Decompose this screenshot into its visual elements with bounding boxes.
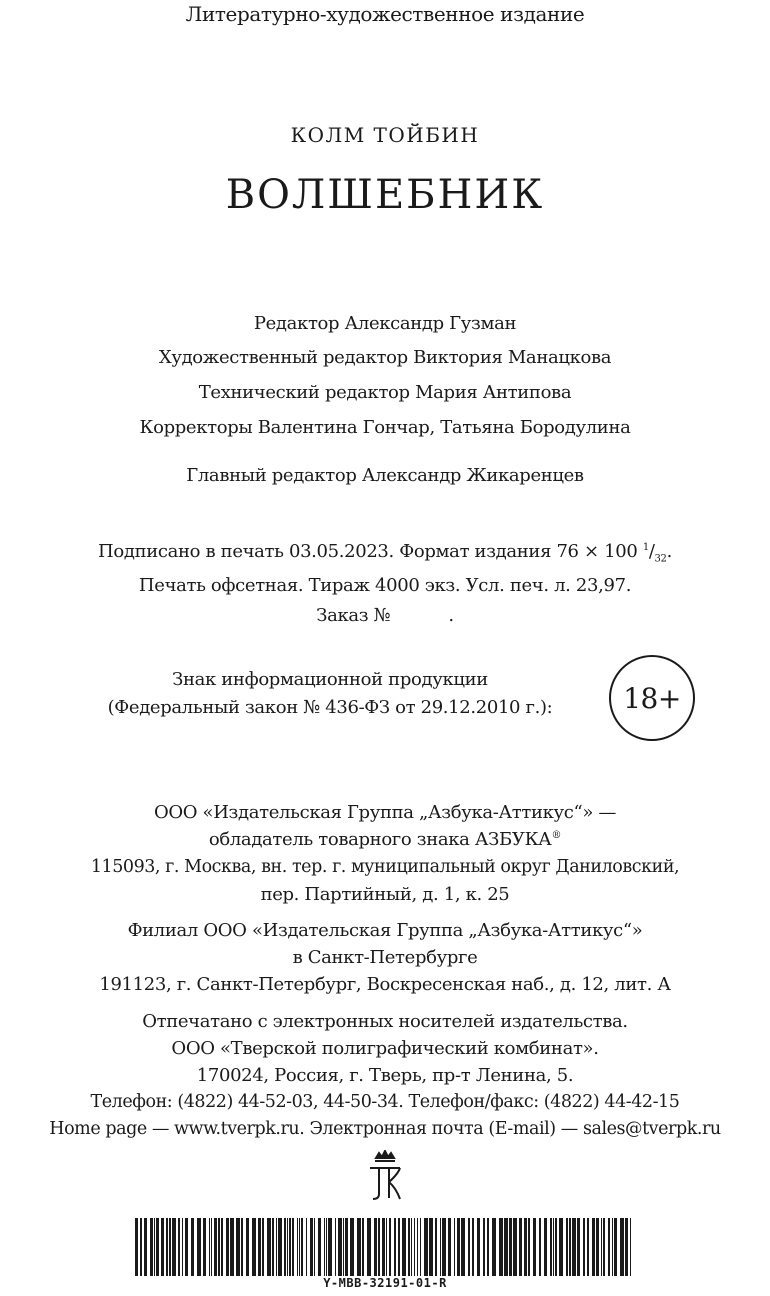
age-rating-badge: 18+ — [609, 655, 695, 741]
fraction-denominator: 32 — [654, 553, 667, 565]
barcode-bar-61 — [398, 1218, 400, 1276]
barcode-bar-42 — [314, 1218, 315, 1276]
barcode-bar-29 — [267, 1218, 271, 1276]
barcode-bar-75 — [457, 1218, 460, 1276]
barcode-bar-14 — [197, 1218, 201, 1276]
barcode-bar-69 — [429, 1218, 433, 1276]
publisher-line-3: 115093, г. Москва, вн. тер. г. муниципальный округ Даниловский, — [90, 857, 680, 877]
barcode-bar-99 — [572, 1218, 576, 1276]
barcode-bar-77 — [468, 1218, 470, 1276]
barcode-bar-27 — [258, 1218, 261, 1276]
barcode-bar-35 — [289, 1218, 291, 1276]
branch-line-3: 191123, г. Санкт-Петербург, Воскресенская наб., д. 12, лит. А — [99, 974, 671, 995]
barcode-bar-93 — [550, 1218, 552, 1276]
publisher-line-2 — [0, 831, 770, 849]
barcode-bar-37 — [297, 1218, 298, 1276]
book-title: ВОЛШЕБНИК — [225, 172, 545, 218]
barcode-bar-19 — [218, 1218, 220, 1276]
barcode-bar-52 — [357, 1218, 361, 1276]
barcode-bar-33 — [284, 1218, 286, 1276]
series-line: Литературно-художественное издание — [185, 2, 585, 26]
barcode-bar-102 — [587, 1218, 589, 1276]
barcode-bar-28 — [262, 1218, 264, 1276]
barcode-bar-57 — [382, 1218, 385, 1276]
print-line-end: . — [666, 541, 672, 562]
barcode-bar-80 — [483, 1218, 485, 1276]
barcode-bar-71 — [440, 1218, 441, 1276]
printer-line-2: ООО «Тверской полиграфический комбинат». — [171, 1038, 599, 1059]
barcode-bar-98 — [569, 1218, 571, 1276]
barcode-bar-108 — [612, 1218, 613, 1276]
barcode-bar-97 — [566, 1218, 568, 1276]
print-info-line-1 — [0, 543, 770, 565]
barcode-bar-66 — [417, 1218, 418, 1276]
barcode-bar-56 — [378, 1218, 380, 1276]
barcode-bar-90 — [533, 1218, 536, 1276]
barcode-bar-89 — [528, 1218, 530, 1276]
barcode-bar-49 — [343, 1218, 344, 1276]
credit-art-editor: Художественный редактор Виктория Манацкова — [158, 347, 612, 368]
print-info-line-2: Печать офсетная. Тираж 4000 экз. Усл. печ. л. 23,97. — [138, 575, 632, 596]
barcode-bar-22 — [230, 1218, 234, 1276]
barcode-bar-92 — [544, 1218, 547, 1276]
barcode-bar-38 — [299, 1218, 300, 1276]
barcode-bar-54 — [367, 1218, 371, 1276]
barcode-bar-67 — [420, 1218, 421, 1276]
barcode-bar-5 — [156, 1218, 159, 1276]
barcode-bar-41 — [310, 1218, 313, 1276]
barcode-bar-1 — [140, 1218, 142, 1276]
branch-line-2: в Санкт-Петербурге — [292, 947, 478, 968]
barcode-bar-103 — [592, 1218, 595, 1276]
barcode-bar-4 — [154, 1218, 155, 1276]
barcode-bar-76 — [461, 1218, 465, 1276]
barcode-bar-6 — [161, 1218, 164, 1276]
barcode-bar-83 — [499, 1218, 503, 1276]
order-end: . — [448, 605, 454, 626]
barcode-bar-96 — [559, 1218, 563, 1276]
format-fraction — [642, 541, 667, 565]
barcode-bar-21 — [226, 1218, 229, 1276]
barcode-bar-59 — [389, 1218, 391, 1276]
fraction-numerator: 1 — [642, 542, 649, 553]
rating-note-line-2: (Федеральный закон № 436-ФЗ от 29.12.2010 г.): — [107, 697, 553, 718]
barcode-bar-25 — [246, 1218, 249, 1276]
barcode-bar-23 — [236, 1218, 240, 1276]
barcode-bar-79 — [477, 1218, 480, 1276]
barcode-bar-82 — [492, 1218, 496, 1276]
barcode-bar-11 — [182, 1218, 183, 1276]
barcode-bar-105 — [601, 1218, 602, 1276]
publisher-line-4: пер. Партийный, д. 1, к. 25 — [260, 884, 510, 905]
barcode-bar-2 — [144, 1218, 147, 1276]
rating-note-line-1: Знак информационной продукции — [172, 669, 488, 690]
barcode-bar-95 — [555, 1218, 557, 1276]
barcode-bar-30 — [272, 1218, 274, 1276]
barcode-bar-74 — [454, 1218, 455, 1276]
barcode-bar-39 — [301, 1218, 303, 1276]
barcode-bar-55 — [374, 1218, 377, 1276]
printer-line-4: Телефон: (4822) 44-52-03, 44-50-34. Телефон/факс: (4822) 44-42-15 — [90, 1092, 680, 1112]
barcode-bar-104 — [596, 1218, 599, 1276]
barcode-bar-20 — [221, 1218, 223, 1276]
barcode-bar-45 — [326, 1218, 327, 1276]
barcode-bar-58 — [386, 1218, 387, 1276]
barcode-bar-16 — [209, 1218, 210, 1276]
chief-editor: Главный редактор Александр Жикаренцев — [186, 465, 584, 486]
barcode-bar-12 — [185, 1218, 188, 1276]
order-line — [0, 607, 770, 625]
barcode-bar-53 — [362, 1218, 364, 1276]
barcode-bar-34 — [287, 1218, 288, 1276]
barcode-bar-63 — [408, 1218, 410, 1276]
barcode-bar-70 — [435, 1218, 437, 1276]
barcode-bar-46 — [328, 1218, 332, 1276]
barcode-bar-100 — [577, 1218, 580, 1276]
barcode-bar-72 — [442, 1218, 446, 1276]
publisher-trademark-text: обладатель товарного знака АЗБУКА — [208, 829, 552, 850]
branch-line-1: Филиал ООО «Издательская Группа „Азбука-Аттикус“» — [127, 920, 643, 941]
barcode-bar-81 — [487, 1218, 489, 1276]
publisher-line-1: ООО «Издательская Группа „Азбука-Аттикус“» — — [153, 802, 617, 823]
credit-tech-editor: Технический редактор Мария Антипова — [198, 382, 572, 403]
barcode-bar-91 — [539, 1218, 541, 1276]
barcode-bar-47 — [335, 1218, 336, 1276]
barcode-bar-68 — [424, 1218, 428, 1276]
printer-line-1: Отпечатано с электронных носителей издательства. — [142, 1011, 628, 1032]
barcode-bar-101 — [583, 1218, 585, 1276]
barcode-bar-85 — [509, 1218, 512, 1276]
printer-line-5: Home page — www.tverpk.ru. Электронная почта (E-mail) — sales@tverpk.ru — [49, 1119, 721, 1139]
barcode-bar-36 — [292, 1218, 294, 1276]
barcode-bar-106 — [603, 1218, 605, 1276]
barcode-bar-50 — [345, 1218, 348, 1276]
barcode-bar-9 — [172, 1218, 176, 1276]
barcode-bar-88 — [524, 1218, 527, 1276]
credit-proofreaders: Корректоры Валентина Гончар, Татьяна Бородулина — [139, 417, 631, 438]
barcode-bar-32 — [278, 1218, 282, 1276]
barcode-bar-112 — [630, 1218, 631, 1276]
credit-editor: Редактор Александр Гузман — [253, 313, 517, 334]
barcode-bar-15 — [203, 1218, 206, 1276]
barcode-text: Y-MBB-32191-01-R — [323, 1276, 447, 1290]
barcode-bar-84 — [504, 1218, 508, 1276]
barcode-bar-3 — [150, 1218, 153, 1276]
barcode-bar-111 — [625, 1218, 628, 1276]
barcode-bar-110 — [620, 1218, 624, 1276]
barcode-bar-51 — [350, 1218, 354, 1276]
barcode-bar-65 — [414, 1218, 415, 1276]
barcode-bar-44 — [324, 1218, 325, 1276]
barcode-bar-43 — [318, 1218, 321, 1276]
barcode-bar-73 — [448, 1218, 451, 1276]
barcode-bar-62 — [402, 1218, 406, 1276]
book-author: КОЛМ ТОЙБИН — [290, 123, 480, 147]
registered-mark: ® — [551, 830, 562, 841]
barcode-bar-48 — [338, 1218, 342, 1276]
barcode-bar-60 — [394, 1218, 396, 1276]
barcode-bar-0 — [135, 1218, 138, 1276]
barcode-bar-13 — [191, 1218, 194, 1276]
barcode-bar-7 — [166, 1218, 168, 1276]
barcode-bar-94 — [553, 1218, 554, 1276]
printer-line-3: 170024, Россия, г. Тверь, пр-т Ленина, 5. — [196, 1065, 574, 1086]
barcode-bar-40 — [306, 1218, 307, 1276]
barcode-bar-78 — [472, 1218, 474, 1276]
barcode-bar-109 — [614, 1218, 617, 1276]
barcode-icon — [135, 1218, 635, 1276]
fraction-slash: / — [648, 541, 655, 562]
barcode-bar-8 — [169, 1218, 171, 1276]
barcode-bar-18 — [214, 1218, 217, 1276]
barcode-bar-24 — [241, 1218, 243, 1276]
order-label: Заказ № — [316, 605, 391, 626]
crown-monogram-icon — [362, 1150, 408, 1202]
barcode-bar-26 — [252, 1218, 256, 1276]
barcode-bar-64 — [411, 1218, 412, 1276]
barcode-bar-107 — [608, 1218, 610, 1276]
barcode-bar-10 — [178, 1218, 180, 1276]
barcode-bar-86 — [513, 1218, 517, 1276]
barcode-bar-31 — [276, 1218, 277, 1276]
print-format-text: Подписано в печать 03.05.2023. Формат издания 76 × 100 — [98, 541, 638, 562]
barcode-bar-17 — [211, 1218, 212, 1276]
barcode-bar-87 — [519, 1218, 522, 1276]
